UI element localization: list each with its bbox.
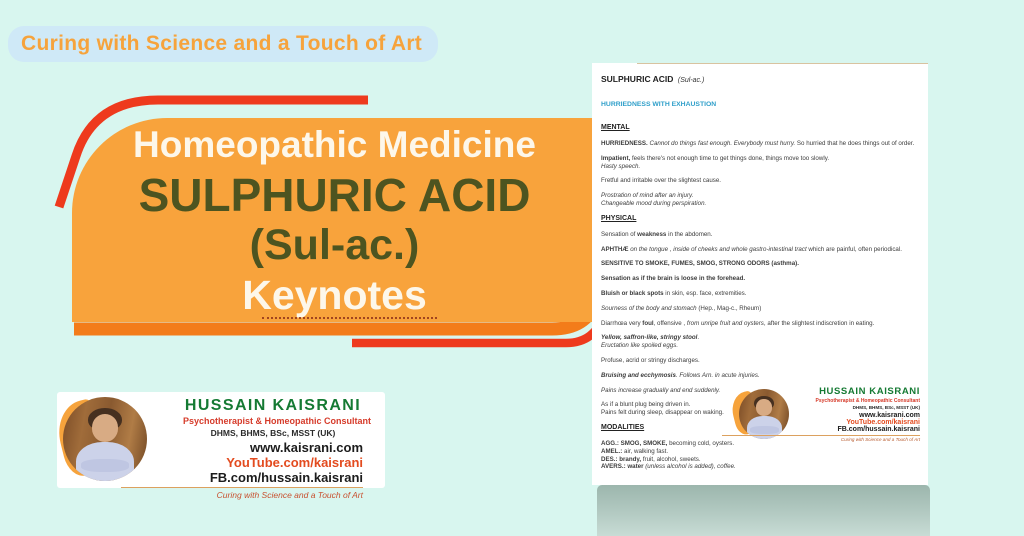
doc-title-main: SULPHURIC ACID [601,74,674,84]
brand-credentials: DHMS, BHMS, BSc, MSST (UK) [210,428,336,438]
portrait-photo [63,397,147,481]
dotted-divider [262,315,437,319]
doc-paragraph: APHTHÆ on the tongue , inside of cheeks and whole gastro-intestinal tract which are painful, often periodical. [601,245,902,253]
brand-name: HUSSAIN KAISRANI [819,386,920,397]
brand-youtube: YouTube.com/kaisrani [226,455,363,470]
portrait-photo [739,389,789,439]
doc-section-heading: MODALITIES [601,423,645,431]
brand-name: HUSSAIN KAISRANI [184,397,362,414]
brand-tagline: Curing with Science and a Touch of Art [216,490,363,500]
doc-paragraph: Hasty speech. [601,162,641,170]
doc-keynote-heading: HURRIEDNESS WITH EXHAUSTION [601,101,717,108]
brand-credentials: DHMS, BHMS, BSc, MSST (UK) [852,405,920,410]
person-arms [81,459,130,472]
brand-subtitle: Psychotherapist & Homeopathic Consultant [183,416,372,426]
doc-paragraph: AMEL.: air, walking fast. [601,447,669,455]
doc-paragraph: Yellow, saffron-like, stringy stool. [601,334,700,342]
brand-card-text [183,397,372,500]
doc-paragraph: Bluish or black spots in skin, esp. face, extremities. [601,289,747,297]
brand-subtitle: Psychotherapist & Homeopathic Consultant [815,398,920,404]
person-head [92,414,119,442]
document-page [592,63,928,485]
tagline-ribbon-text: Curing with Science and a Touch of Art [21,32,423,55]
page-top-edge [637,63,928,64]
hero-subtitle: Homeopathic Medicine [133,124,536,165]
doc-section-heading: MENTAL [601,124,630,131]
doc-brand-text [792,386,920,442]
doc-paragraph: Sensation of weakness in the abdomen. [601,230,713,238]
doc-paragraph: Impatient, feels there's not enough time to get things done, things move too slowly. [601,154,830,162]
hero-keynotes-label: Keynotes [242,272,427,318]
doc-section-heading: PHYSICAL [601,214,637,222]
doc-paragraph: AVERS.: water (unless alcohol is added), coffee. [601,463,736,471]
doc-paragraph: Prostration of mind after an injury. [601,192,694,200]
doc-paragraph: Sensation as if the brain is loose in the forehead. [601,275,746,283]
doc-paragraph: Pains increase gradually and end suddenly. [601,386,721,394]
document-shadow [597,485,930,536]
doc-paragraph: As if a blunt plug being driven in. [601,401,691,409]
doc-paragraph: DES.: brandy, fruit, alcohol, sweets. [601,455,701,463]
doc-paragraph: Fretful and irritable over the slightest cause. [601,177,722,185]
doc-paragraph: Sourness of the body and stomach (Hep., Mag-c., Rheum) [601,304,762,312]
brand-facebook: FB.com/hussain.kaisrani [837,426,920,433]
doc-paragraph: Diarrhœa very foul, offensive , from unripe fruit and oysters, after the slightest indiscretion in eating. [601,319,875,327]
brand-website: www.kaisrani.com [250,440,363,455]
brand-tagline: Curing with Science and a Touch of Art [840,437,920,442]
doc-paragraph: Changeable mood during perspiration. [601,199,707,207]
brand-card [57,392,385,500]
person-arms [750,426,779,434]
brand-youtube: YouTube.com/kaisrani [846,419,920,426]
doc-title-sub: (Sul-ac.) [677,77,705,84]
doc-paragraph: Pains felt during sleep, disappear on waking. [601,409,724,417]
tagline-ribbon [8,26,438,62]
doc-title [601,69,919,87]
doc-paragraph: Profuse, acrid or stringy discharges. [601,356,700,364]
hero-remedy-name: SULPHURIC ACID [138,169,531,221]
brand-divider [722,435,920,436]
hero-remedy-abbreviation: (Sul-ac.) [249,221,420,269]
doc-brand-block [592,383,928,447]
brand-facebook: FB.com/hussain.kaisrani [209,470,363,485]
doc-paragraph: Bruising and ecchymosis. Follows Arn. in acute injuries. [601,371,760,379]
brand-divider [121,487,363,488]
doc-paragraph: HURRIEDNESS. Cannot do things fast enough. Everybody must hurry. So hurried that he does things out of order. [601,140,915,147]
doc-paragraph: SENSITIVE TO SMOKE, FUMES, SMOG, STRONG ODORS (asthma). [601,260,799,268]
doc-paragraph: Eructation like spoiled eggs. [601,342,679,350]
doc-paragraph: AGG.: SMOG, SMOKE, becoming cold, oysters. [601,439,735,447]
person-head [756,399,772,416]
hero-panel [72,118,597,322]
brand-website: www.kaisrani.com [859,412,920,419]
